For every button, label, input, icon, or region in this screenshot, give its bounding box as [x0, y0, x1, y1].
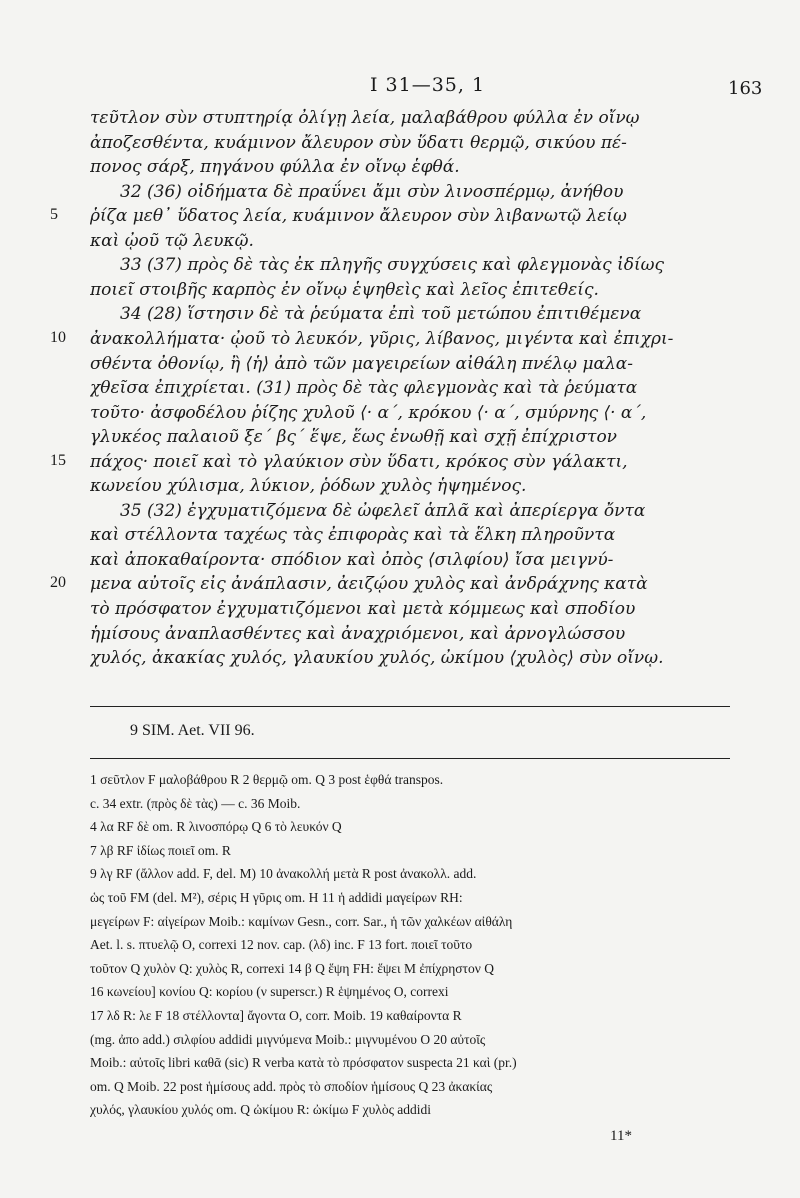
testimonia: 9 SIM. Aet. VII 96.	[130, 722, 255, 739]
text-line: πονος σάρξ, πηγάνου φύλλα ἐν οἴνῳ ἑφθά.	[90, 157, 460, 178]
apparatus-line: χυλός, γλαυκίου χυλός om. Q ὠκίμου R: ὠκίμω F χυλὸς addidi	[90, 1102, 432, 1118]
line-number: 5	[50, 206, 58, 224]
text-line: τὸ πρόσφατον ἐγχυματιζόμενοι καὶ μετὰ κόμμεως καὶ σποδίου	[90, 599, 636, 619]
rule-apparatus	[90, 758, 730, 759]
text-line: τεῦτλον σὺν στυπτηρίᾳ ὀλίγῃ λεία, μαλαβάθρου φύλλα ἐν οἴνῳ	[90, 108, 640, 128]
text-line: ἀνακολλήματα· ᾠοῦ τὸ λευκόν, γῦρις, λίβανος, μιγέντα καὶ ἐπιχρι-	[90, 328, 674, 349]
text-line: ῥίζα μεθ᾽ ὕδατος λεία, κυάμινον ἄλευρον σὺν λιβανωτῷ λείῳ	[90, 206, 627, 227]
text-line: κωνείου χύλισμα, λύκιον, ῥόδων χυλὸς ἡψημένος.	[90, 476, 527, 497]
text-line: σθέντα ὀθονίῳ, ἢ ⟨ἡ⟩ ἀπὸ τῶν μαγειρείων αἰθάλη πνέλῳ μαλα-	[90, 353, 633, 374]
text-line: χθεῖσα ἐπιχρίεται. (31) πρὸς δὲ τὰς φλεγμονὰς καὶ τὰ ῥεύματα	[90, 378, 638, 399]
apparatus-line: 1 σεῦτλον F μαλοβάθρου R 2 θερμῷ om. Q 3 post ἑφθά transpos.	[90, 772, 444, 787]
apparatus-line: μεγείρων F: αἰγείρων Moib.: καμίνων Gesn., corr. Sar., ἡ τῶν χαλκέων αἰθάλη	[90, 913, 513, 929]
apparatus-line: 17 λδ R: λε F 18 στέλλοντα] ἄγοντα O, corr. Moib. 19 καθαίροντα R	[90, 1008, 462, 1023]
apparatus-line: 9 λγ RF (ἄλλον add. F, del. M) 10 ἀνακολλή μετὰ R post ἀνακολλ. add.	[90, 866, 477, 882]
line-number: 20	[50, 574, 66, 592]
text-line: καὶ στέλλοντα ταχέως τὰς ἐπιφορὰς καὶ τὰ ἕλκη πληροῦντα	[90, 525, 616, 546]
apparatus-line: 16 κωνείου] κονίου Q: κορίου (ν superscr.) R ἑψημένος O, correxi	[90, 984, 449, 1000]
line-number: 10	[50, 328, 66, 346]
rule-testimonia	[90, 706, 730, 707]
text-line: καὶ ᾠοῦ τῷ λευκῷ.	[90, 230, 254, 251]
text-line: ποιεῖ στοιβῆς καρπὸς ἐν οἴνῳ ἑψηθεὶς καὶ λεῖος ἐπιτεθείς.	[90, 279, 599, 300]
apparatus-line: Moib.: αὐτοῖς libri καθᾶ (sic) R verba κατὰ τὸ πρόσφατον suspecta 21 καὶ (pr.)	[90, 1055, 517, 1071]
apparatus-line: ὡς τοῦ FM (del. M²), σέρις H γῦρις om. H 11 ἡ addidi μαγείρων RH:	[90, 890, 463, 905]
line-number: 15	[50, 451, 66, 469]
text-line: ἡμίσους ἀναπλασθέντες καὶ ἀναχριόμενοι, καὶ ἀρνογλώσσου	[90, 623, 626, 644]
apparatus-line: om. Q Moib. 22 post ἡμίσους add. πρὸς τὸ σποδίον ἡμίσους Q 23 ἀκακίας	[90, 1078, 493, 1094]
running-head: I 31—35, 1	[370, 74, 486, 96]
page-number: 163	[728, 78, 763, 99]
apparatus-line: 7 λβ RF ἰδίως ποιεῖ om. R	[90, 842, 231, 858]
apparatus-line: c. 34 extr. (πρὸς δὲ τὰς) — c. 36 Moib.	[90, 795, 301, 811]
text-line: χυλός, ἀκακίας χυλός, γλαυκίου χυλός, ὠκίμου ⟨χυλὸς⟩ σὺν οἴνῳ.	[90, 648, 664, 669]
text-line: πάχος· ποιεῖ καὶ τὸ γλαύκιον σὺν ὕδατι, κρόκος σὺν γάλακτι,	[90, 451, 628, 472]
apparatus-line: (mg. ἀπο add.) σιλφίου addidi μιγνύμενα Moib.: μιγνυμένου O 20 αὐτοῖς	[90, 1031, 486, 1047]
text-line: 33 (37) πρὸς δὲ τὰς ἐκ πληγῆς συγχύσεις καὶ φλεγμονὰς ἰδίως	[120, 255, 664, 276]
signature-mark: 11*	[610, 1128, 632, 1144]
text-line: μενα αὐτοῖς εἰς ἀνάπλασιν, ἀειζῴου χυλὸς καὶ ἀνδράχνης κατὰ	[90, 574, 648, 595]
text-line: 32 (36) οἰδήματα δὲ πραΰνει ἄμι σὺν λινοσπέρμῳ, ἀνήθου	[120, 181, 624, 202]
apparatus-line: 4 λα RF δὲ om. R λινοσπόρῳ Q 6 τὸ λευκόν Q	[90, 819, 342, 835]
text-line: γλυκέος παλαιοῦ ξε΄ βς΄ ἕψε, ἕως ἑνωθῇ καὶ σχῇ ἐπίχριστον	[90, 427, 618, 448]
text-line: 34 (28) ἵστησιν δὲ τὰ ῥεύματα ἐπὶ τοῦ μετώπου ἐπιτιθέμενα	[120, 304, 642, 325]
apparatus-line: τοῦτον Q χυλὸν Q: χυλὸς R, correxi 14 β Q ἕψη FH: ἕψει M ἐπίχρηστον Q	[90, 960, 494, 976]
text-line: τοῦτο· ἀσφοδέλου ῥίζης χυλοῦ ⟨· α΄, κρόκου ⟨· α΄, σμύρνης ⟨· α΄,	[90, 402, 647, 423]
text-line: ἀποζεσθέντα, κυάμινον ἄλευρον σὺν ὕδατι θερμῷ, σικύου πέ-	[90, 132, 627, 153]
apparatus-line: Aet. l. s. πτυελῷ O, correxi 12 nov. cap. (λδ) inc. F 13 fort. ποιεῖ τοῦτο	[90, 937, 473, 953]
text-line: 35 (32) ἐγχυματιζόμενα δὲ ὠφελεῖ ἁπλᾶ καὶ ἀπερίεργα ὄντα	[120, 500, 646, 521]
text-line: καὶ ἀποκαθαίροντα· σπόδιον καὶ ὀπὸς ⟨σιλφίου⟩ ἴσα μειγνύ-	[90, 549, 614, 570]
